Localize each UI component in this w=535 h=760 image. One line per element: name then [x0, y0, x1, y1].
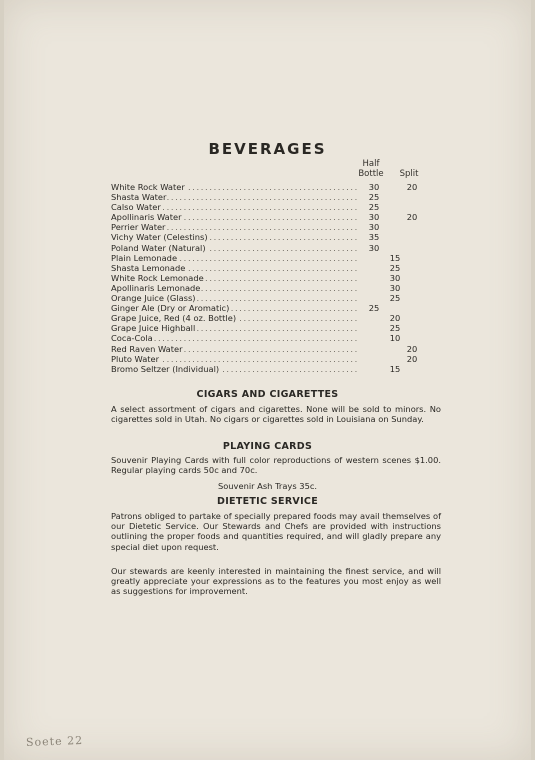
beverage-price: 30 — [389, 272, 401, 283]
half-bottle-price: 25 — [368, 303, 380, 314]
half-bottle-price: 30 — [368, 212, 380, 223]
beverage-row — [111, 192, 431, 202]
beverage-row — [111, 253, 431, 263]
beverage-name: Shasta Water — [111, 192, 167, 203]
half-bottle-price: 30 — [368, 222, 380, 233]
half-bottle-price: 25 — [368, 192, 380, 203]
beverage-row — [111, 313, 431, 323]
playing-cards-title: PLAYING CARDS — [222, 441, 313, 452]
beverage-row — [111, 263, 431, 273]
beverage-row — [111, 212, 431, 222]
beverage-name: Poland Water (Natural) — [111, 242, 206, 253]
beverage-price: 10 — [389, 333, 401, 344]
half-header-line1: Half — [362, 159, 380, 169]
dietetic-title: DIETETIC SERVICE — [217, 496, 318, 507]
split-price: 20 — [406, 343, 418, 354]
beverage-name: Red Raven Water — [111, 343, 183, 354]
half-bottle-price: 25 — [368, 202, 380, 213]
beverage-price: 15 — [389, 252, 401, 263]
beverage-name: Grape Juice, Red (4 oz. Bottle) — [111, 313, 237, 324]
beverage-name: Pluto Water — [111, 353, 160, 364]
beverage-row — [111, 222, 431, 232]
cigars-title: CIGARS AND CIGARETTES — [196, 389, 339, 400]
beverage-name: Plain Lemonade — [111, 252, 178, 263]
beverage-row — [111, 344, 431, 354]
beverage-row — [111, 323, 431, 333]
menu-page — [4, 0, 531, 760]
beverage-row — [111, 243, 431, 253]
beverage-name: Perrier Water — [111, 222, 166, 233]
beverage-row — [111, 303, 431, 313]
beverage-name: Vichy Water (Celestins) — [111, 232, 208, 243]
beverage-name: Apollinaris Lemonade — [111, 282, 201, 293]
beverage-name: Orange Juice (Glass) — [111, 293, 196, 304]
beverage-price: 30 — [389, 282, 401, 293]
beverage-row — [111, 333, 431, 343]
beverage-row — [111, 232, 431, 242]
split-column-header: Split — [399, 169, 419, 179]
beverage-price: 25 — [389, 262, 401, 273]
beverages-title: BEVERAGES — [208, 140, 327, 158]
half-bottle-price: 30 — [368, 242, 380, 253]
beverage-name: Shasta Lemonade — [111, 262, 186, 273]
beverage-row — [111, 293, 431, 303]
beverage-row — [111, 354, 431, 364]
beverage-row — [111, 283, 431, 293]
closing-text: Our stewards are keenly interested in maintaining the finest service, and will greatly appreciate your expressions as to the features you most enjoy as well as suggestions for improvement. — [111, 566, 441, 597]
split-price: 20 — [406, 353, 418, 364]
half-bottle-price: 35 — [368, 232, 380, 243]
split-price: 20 — [406, 212, 418, 223]
half-bottle-price: 30 — [368, 182, 380, 192]
beverage-row — [111, 202, 431, 212]
beverage-price: 25 — [389, 293, 401, 304]
beverage-name: Bromo Seltzer (Individual) — [111, 363, 220, 374]
half-header-line2: Bottle — [358, 169, 384, 179]
beverage-name: Calso Water — [111, 202, 161, 213]
beverage-price: 20 — [389, 313, 401, 324]
beverage-name: Coca-Cola — [111, 333, 153, 344]
beverage-row — [111, 182, 431, 192]
half-bottle-column-header — [354, 159, 388, 179]
beverage-price: 25 — [389, 323, 401, 334]
ash-trays-text: Souvenir Ash Trays 35c. — [217, 481, 318, 491]
beverage-name: Grape Juice Highball — [111, 323, 196, 334]
beverage-name: Apollinaris Water — [111, 212, 182, 223]
beverage-list — [111, 182, 431, 374]
dietetic-text: Patrons obliged to partake of specially prepared foods may avail themselves of our Dietetic Service. Our Stewards and Chefs are provided with instructions outlining the proper foods and quantities required, and will gladly prepare any special diet upon request. — [111, 511, 441, 552]
beverage-price: 15 — [389, 363, 401, 374]
playing-cards-text: Souvenir Playing Cards with full color reproductions of western scenes $1.00. Regular playing cards 50c and 70c. — [111, 455, 441, 476]
handwritten-note: Soete 22 — [25, 734, 84, 749]
split-price: 20 — [406, 182, 418, 192]
beverage-row — [111, 273, 431, 283]
beverage-name: White Rock Lemonade — [111, 272, 204, 283]
beverage-name: White Rock Water — [111, 182, 185, 192]
beverage-row — [111, 364, 431, 374]
cigars-text: A select assortment of cigars and cigarettes. None will be sold to minors. No cigarettes sold in Utah. No cigars or cigarettes sold in Louisiana on Sunday. — [111, 404, 441, 425]
beverage-name: Ginger Ale (Dry or Aromatic) — [111, 303, 230, 314]
